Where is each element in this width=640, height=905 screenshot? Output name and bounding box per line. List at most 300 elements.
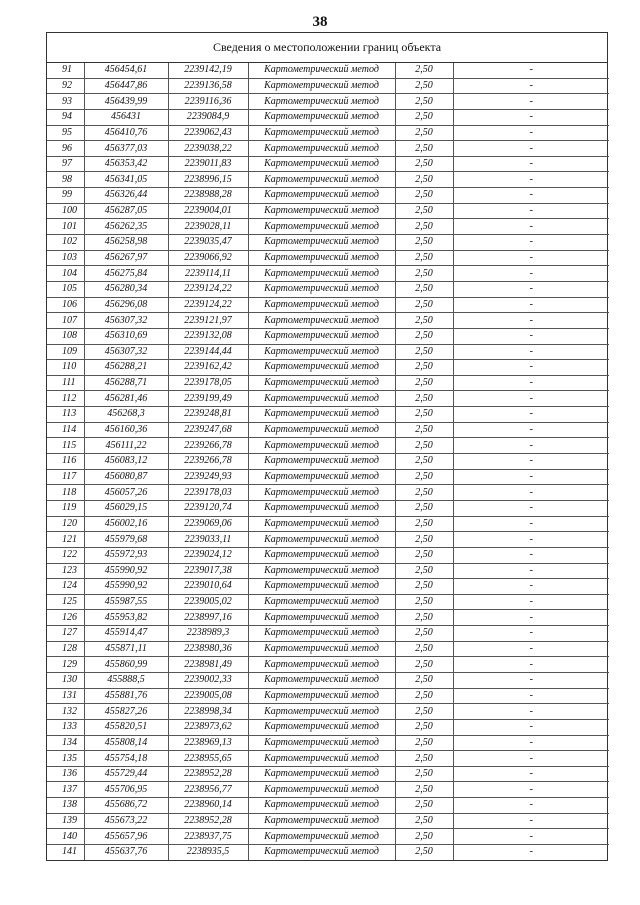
- method-cell: Картометрический метод: [248, 344, 395, 360]
- description-cell: -: [453, 594, 609, 610]
- accuracy-cell: 2,50: [395, 766, 453, 782]
- y-coordinate-cell: 2239162,42: [168, 360, 248, 376]
- accuracy-cell: 2,50: [395, 94, 453, 110]
- description-cell: -: [453, 125, 609, 141]
- y-coordinate-cell: 2239142,19: [168, 63, 248, 78]
- y-coordinate-cell: 2239178,03: [168, 485, 248, 501]
- point-number-cell: 106: [47, 297, 84, 313]
- x-coordinate-cell: 456353,42: [84, 156, 168, 172]
- description-cell: -: [453, 235, 609, 251]
- x-coordinate-cell: 455972,93: [84, 547, 168, 563]
- x-coordinate-cell: 455979,68: [84, 532, 168, 548]
- accuracy-cell: 2,50: [395, 845, 453, 860]
- y-coordinate-cell: 2238996,15: [168, 172, 248, 188]
- y-coordinate-cell: 2239178,05: [168, 375, 248, 391]
- description-cell: -: [453, 735, 609, 751]
- method-cell: Картометрический метод: [248, 672, 395, 688]
- accuracy-cell: 2,50: [395, 344, 453, 360]
- method-cell: Картометрический метод: [248, 281, 395, 297]
- y-coordinate-cell: 2238935,5: [168, 845, 248, 860]
- y-coordinate-cell: 2239010,64: [168, 579, 248, 595]
- method-cell: Картометрический метод: [248, 78, 395, 94]
- accuracy-cell: 2,50: [395, 626, 453, 642]
- point-number-cell: 102: [47, 235, 84, 251]
- description-cell: -: [453, 626, 609, 642]
- method-cell: Картометрический метод: [248, 813, 395, 829]
- table-row: [47, 172, 609, 188]
- y-coordinate-cell: 2239002,33: [168, 672, 248, 688]
- y-coordinate-cell: 2239035,47: [168, 235, 248, 251]
- x-coordinate-cell: 455706,95: [84, 782, 168, 798]
- table-row: [47, 735, 609, 751]
- accuracy-cell: 2,50: [395, 829, 453, 845]
- description-cell: -: [453, 704, 609, 720]
- x-coordinate-cell: 456326,44: [84, 188, 168, 204]
- x-coordinate-cell: 456307,32: [84, 313, 168, 329]
- y-coordinate-cell: 2239033,11: [168, 532, 248, 548]
- method-cell: Картометрический метод: [248, 219, 395, 235]
- table-row: [47, 610, 609, 626]
- page-number: 38: [312, 14, 328, 30]
- table-row: [47, 219, 609, 235]
- point-number-cell: 134: [47, 735, 84, 751]
- point-number-cell: 132: [47, 704, 84, 720]
- table-row: [47, 688, 609, 704]
- point-number-cell: 133: [47, 719, 84, 735]
- point-number-cell: 98: [47, 172, 84, 188]
- y-coordinate-cell: 2239028,11: [168, 219, 248, 235]
- accuracy-cell: 2,50: [395, 281, 453, 297]
- x-coordinate-cell: 456057,26: [84, 485, 168, 501]
- point-number-cell: 115: [47, 438, 84, 454]
- x-coordinate-cell: 455637,76: [84, 845, 168, 860]
- method-cell: Картометрический метод: [248, 125, 395, 141]
- x-coordinate-cell: 455888,5: [84, 672, 168, 688]
- accuracy-cell: 2,50: [395, 579, 453, 595]
- point-number-cell: 125: [47, 594, 84, 610]
- x-coordinate-cell: 455860,99: [84, 657, 168, 673]
- table-row: [47, 344, 609, 360]
- accuracy-cell: 2,50: [395, 751, 453, 767]
- accuracy-cell: 2,50: [395, 313, 453, 329]
- accuracy-cell: 2,50: [395, 188, 453, 204]
- table-row: [47, 63, 609, 78]
- point-number-cell: 129: [47, 657, 84, 673]
- table-row: [47, 313, 609, 329]
- description-cell: -: [453, 751, 609, 767]
- x-coordinate-cell: 455953,82: [84, 610, 168, 626]
- x-coordinate-cell: 455871,11: [84, 641, 168, 657]
- accuracy-cell: 2,50: [395, 297, 453, 313]
- x-coordinate-cell: 456267,97: [84, 250, 168, 266]
- y-coordinate-cell: 2238956,77: [168, 782, 248, 798]
- coordinates-table: [47, 63, 609, 860]
- description-cell: -: [453, 328, 609, 344]
- method-cell: Картометрический метод: [248, 751, 395, 767]
- point-number-cell: 103: [47, 250, 84, 266]
- x-coordinate-cell: 456447,86: [84, 78, 168, 94]
- description-cell: -: [453, 344, 609, 360]
- method-cell: Картометрический метод: [248, 94, 395, 110]
- y-coordinate-cell: 2239017,38: [168, 563, 248, 579]
- table-row: [47, 281, 609, 297]
- point-number-cell: 139: [47, 813, 84, 829]
- description-cell: -: [453, 172, 609, 188]
- point-number-cell: 119: [47, 500, 84, 516]
- description-cell: -: [453, 766, 609, 782]
- description-cell: -: [453, 438, 609, 454]
- description-cell: -: [453, 63, 609, 78]
- point-number-cell: 135: [47, 751, 84, 767]
- point-number-cell: 137: [47, 782, 84, 798]
- point-number-cell: 124: [47, 579, 84, 595]
- x-coordinate-cell: 456111,22: [84, 438, 168, 454]
- method-cell: Картометрический метод: [248, 407, 395, 423]
- description-cell: -: [453, 391, 609, 407]
- description-cell: -: [453, 672, 609, 688]
- point-number-cell: 138: [47, 798, 84, 814]
- x-coordinate-cell: 456431: [84, 109, 168, 125]
- method-cell: Картометрический метод: [248, 172, 395, 188]
- accuracy-cell: 2,50: [395, 688, 453, 704]
- point-number-cell: 140: [47, 829, 84, 845]
- accuracy-cell: 2,50: [395, 156, 453, 172]
- description-cell: -: [453, 532, 609, 548]
- y-coordinate-cell: 2238988,28: [168, 188, 248, 204]
- y-coordinate-cell: 2239124,22: [168, 281, 248, 297]
- accuracy-cell: 2,50: [395, 798, 453, 814]
- accuracy-cell: 2,50: [395, 375, 453, 391]
- point-number-cell: 122: [47, 547, 84, 563]
- point-number-cell: 101: [47, 219, 84, 235]
- x-coordinate-cell: 456377,03: [84, 141, 168, 157]
- x-coordinate-cell: 455808,14: [84, 735, 168, 751]
- x-coordinate-cell: 456288,21: [84, 360, 168, 376]
- point-number-cell: 112: [47, 391, 84, 407]
- description-cell: -: [453, 266, 609, 282]
- method-cell: Картометрический метод: [248, 313, 395, 329]
- description-cell: -: [453, 610, 609, 626]
- x-coordinate-cell: 456160,36: [84, 422, 168, 438]
- accuracy-cell: 2,50: [395, 704, 453, 720]
- table-row: [47, 829, 609, 845]
- point-number-cell: 123: [47, 563, 84, 579]
- point-number-cell: 136: [47, 766, 84, 782]
- point-number-cell: 121: [47, 532, 84, 548]
- method-cell: Картометрический метод: [248, 109, 395, 125]
- y-coordinate-cell: 2238973,62: [168, 719, 248, 735]
- coordinates-table-body: [47, 63, 609, 860]
- method-cell: Картометрический метод: [248, 563, 395, 579]
- accuracy-cell: 2,50: [395, 813, 453, 829]
- table-row: [47, 391, 609, 407]
- y-coordinate-cell: 2239011,83: [168, 156, 248, 172]
- description-cell: -: [453, 203, 609, 219]
- y-coordinate-cell: 2238981,49: [168, 657, 248, 673]
- description-cell: -: [453, 657, 609, 673]
- table-row: [47, 360, 609, 376]
- method-cell: Картометрический метод: [248, 829, 395, 845]
- point-number-cell: 104: [47, 266, 84, 282]
- point-number-cell: 91: [47, 63, 84, 78]
- description-cell: -: [453, 516, 609, 532]
- x-coordinate-cell: 455820,51: [84, 719, 168, 735]
- accuracy-cell: 2,50: [395, 719, 453, 735]
- point-number-cell: 97: [47, 156, 84, 172]
- description-cell: -: [453, 485, 609, 501]
- x-coordinate-cell: 455987,55: [84, 594, 168, 610]
- y-coordinate-cell: 2239249,93: [168, 469, 248, 485]
- method-cell: Картометрический метод: [248, 626, 395, 642]
- description-cell: -: [453, 782, 609, 798]
- description-cell: -: [453, 156, 609, 172]
- y-coordinate-cell: 2239121,97: [168, 313, 248, 329]
- y-coordinate-cell: 2238997,16: [168, 610, 248, 626]
- point-number-cell: 141: [47, 845, 84, 860]
- description-cell: -: [453, 547, 609, 563]
- x-coordinate-cell: 456275,84: [84, 266, 168, 282]
- accuracy-cell: 2,50: [395, 469, 453, 485]
- accuracy-cell: 2,50: [395, 63, 453, 78]
- description-cell: -: [453, 281, 609, 297]
- x-coordinate-cell: 456296,08: [84, 297, 168, 313]
- x-coordinate-cell: 456083,12: [84, 454, 168, 470]
- method-cell: Картометрический метод: [248, 328, 395, 344]
- x-coordinate-cell: 455729,44: [84, 766, 168, 782]
- y-coordinate-cell: 2238937,75: [168, 829, 248, 845]
- point-number-cell: 110: [47, 360, 84, 376]
- accuracy-cell: 2,50: [395, 547, 453, 563]
- description-cell: -: [453, 500, 609, 516]
- description-cell: -: [453, 813, 609, 829]
- y-coordinate-cell: 2239266,78: [168, 438, 248, 454]
- x-coordinate-cell: 456029,15: [84, 500, 168, 516]
- y-coordinate-cell: 2239084,9: [168, 109, 248, 125]
- point-number-cell: 100: [47, 203, 84, 219]
- accuracy-cell: 2,50: [395, 235, 453, 251]
- method-cell: Картометрический метод: [248, 657, 395, 673]
- accuracy-cell: 2,50: [395, 391, 453, 407]
- description-cell: -: [453, 141, 609, 157]
- x-coordinate-cell: 456258,98: [84, 235, 168, 251]
- method-cell: Картометрический метод: [248, 391, 395, 407]
- x-coordinate-cell: 455827,26: [84, 704, 168, 720]
- y-coordinate-cell: 2238955,65: [168, 751, 248, 767]
- point-number-cell: 126: [47, 610, 84, 626]
- x-coordinate-cell: 455914,47: [84, 626, 168, 642]
- table-row: [47, 516, 609, 532]
- accuracy-cell: 2,50: [395, 594, 453, 610]
- point-number-cell: 131: [47, 688, 84, 704]
- method-cell: Картометрический метод: [248, 250, 395, 266]
- accuracy-cell: 2,50: [395, 735, 453, 751]
- description-cell: -: [453, 688, 609, 704]
- method-cell: Картометрический метод: [248, 579, 395, 595]
- table-row: [47, 407, 609, 423]
- y-coordinate-cell: 2238998,34: [168, 704, 248, 720]
- table-row: [47, 203, 609, 219]
- table-title: Сведения о местоположении границ объекта: [47, 33, 607, 63]
- method-cell: Картометрический метод: [248, 297, 395, 313]
- point-number-cell: 107: [47, 313, 84, 329]
- x-coordinate-cell: 455990,92: [84, 579, 168, 595]
- y-coordinate-cell: 2239136,58: [168, 78, 248, 94]
- y-coordinate-cell: 2239004,01: [168, 203, 248, 219]
- point-number-cell: 117: [47, 469, 84, 485]
- accuracy-cell: 2,50: [395, 641, 453, 657]
- table-row: [47, 782, 609, 798]
- description-cell: -: [453, 375, 609, 391]
- method-cell: Картометрический метод: [248, 782, 395, 798]
- y-coordinate-cell: 2239066,92: [168, 250, 248, 266]
- accuracy-cell: 2,50: [395, 250, 453, 266]
- x-coordinate-cell: 456287,05: [84, 203, 168, 219]
- x-coordinate-cell: 456439,99: [84, 94, 168, 110]
- y-coordinate-cell: 2239132,08: [168, 328, 248, 344]
- description-cell: -: [453, 798, 609, 814]
- description-cell: -: [453, 579, 609, 595]
- y-coordinate-cell: 2239116,36: [168, 94, 248, 110]
- x-coordinate-cell: 456341,05: [84, 172, 168, 188]
- method-cell: Картометрический метод: [248, 766, 395, 782]
- accuracy-cell: 2,50: [395, 266, 453, 282]
- point-number-cell: 95: [47, 125, 84, 141]
- y-coordinate-cell: 2239120,74: [168, 500, 248, 516]
- x-coordinate-cell: 455881,76: [84, 688, 168, 704]
- description-cell: -: [453, 719, 609, 735]
- table-row: [47, 297, 609, 313]
- method-cell: Картометрический метод: [248, 704, 395, 720]
- method-cell: Картометрический метод: [248, 141, 395, 157]
- y-coordinate-cell: 2238989,3: [168, 626, 248, 642]
- method-cell: Картометрический метод: [248, 360, 395, 376]
- accuracy-cell: 2,50: [395, 485, 453, 501]
- x-coordinate-cell: 456307,32: [84, 344, 168, 360]
- table-row: [47, 547, 609, 563]
- method-cell: Картометрический метод: [248, 454, 395, 470]
- method-cell: Картометрический метод: [248, 500, 395, 516]
- description-cell: -: [453, 360, 609, 376]
- description-cell: -: [453, 78, 609, 94]
- point-number-cell: 93: [47, 94, 84, 110]
- y-coordinate-cell: 2239005,08: [168, 688, 248, 704]
- table-row: [47, 798, 609, 814]
- accuracy-cell: 2,50: [395, 422, 453, 438]
- description-cell: -: [453, 94, 609, 110]
- x-coordinate-cell: 455673,22: [84, 813, 168, 829]
- accuracy-cell: 2,50: [395, 172, 453, 188]
- table-row: [47, 766, 609, 782]
- method-cell: Картометрический метод: [248, 516, 395, 532]
- method-cell: Картометрический метод: [248, 156, 395, 172]
- table-row: [47, 532, 609, 548]
- table-row: [47, 594, 609, 610]
- y-coordinate-cell: 2239144,44: [168, 344, 248, 360]
- point-number-cell: 94: [47, 109, 84, 125]
- table-row: [47, 422, 609, 438]
- accuracy-cell: 2,50: [395, 203, 453, 219]
- accuracy-cell: 2,50: [395, 516, 453, 532]
- description-cell: -: [453, 250, 609, 266]
- table-row: [47, 626, 609, 642]
- description-cell: -: [453, 563, 609, 579]
- x-coordinate-cell: 455990,92: [84, 563, 168, 579]
- table-row: [47, 579, 609, 595]
- method-cell: Картометрический метод: [248, 485, 395, 501]
- accuracy-cell: 2,50: [395, 109, 453, 125]
- x-coordinate-cell: 456262,35: [84, 219, 168, 235]
- x-coordinate-cell: 456310,69: [84, 328, 168, 344]
- point-number-cell: 109: [47, 344, 84, 360]
- y-coordinate-cell: 2239248,81: [168, 407, 248, 423]
- description-cell: -: [453, 641, 609, 657]
- point-number-cell: 127: [47, 626, 84, 642]
- method-cell: Картометрический метод: [248, 688, 395, 704]
- x-coordinate-cell: 456454,61: [84, 63, 168, 78]
- table-row: [47, 266, 609, 282]
- table-row: [47, 485, 609, 501]
- description-cell: -: [453, 829, 609, 845]
- table-row: [47, 94, 609, 110]
- method-cell: Картометрический метод: [248, 547, 395, 563]
- method-cell: Картометрический метод: [248, 422, 395, 438]
- point-number-cell: 120: [47, 516, 84, 532]
- y-coordinate-cell: 2239005,02: [168, 594, 248, 610]
- table-row: [47, 235, 609, 251]
- accuracy-cell: 2,50: [395, 782, 453, 798]
- table-row: [47, 188, 609, 204]
- table-row: [47, 78, 609, 94]
- table-row: [47, 375, 609, 391]
- method-cell: Картометрический метод: [248, 188, 395, 204]
- x-coordinate-cell: 456281,46: [84, 391, 168, 407]
- table-row: [47, 438, 609, 454]
- table-row: [47, 328, 609, 344]
- y-coordinate-cell: 2238980,36: [168, 641, 248, 657]
- accuracy-cell: 2,50: [395, 219, 453, 235]
- table-row: [47, 156, 609, 172]
- y-coordinate-cell: 2239038,22: [168, 141, 248, 157]
- accuracy-cell: 2,50: [395, 125, 453, 141]
- accuracy-cell: 2,50: [395, 328, 453, 344]
- accuracy-cell: 2,50: [395, 657, 453, 673]
- description-cell: -: [453, 845, 609, 860]
- table-row: [47, 109, 609, 125]
- method-cell: Картометрический метод: [248, 375, 395, 391]
- y-coordinate-cell: 2239247,68: [168, 422, 248, 438]
- description-cell: -: [453, 188, 609, 204]
- accuracy-cell: 2,50: [395, 454, 453, 470]
- method-cell: Картометрический метод: [248, 63, 395, 78]
- accuracy-cell: 2,50: [395, 610, 453, 626]
- y-coordinate-cell: 2239124,22: [168, 297, 248, 313]
- y-coordinate-cell: 2239024,12: [168, 547, 248, 563]
- point-number-cell: 108: [47, 328, 84, 344]
- table-row: [47, 563, 609, 579]
- method-cell: Картометрический метод: [248, 469, 395, 485]
- table-row: [47, 813, 609, 829]
- method-cell: Картометрический метод: [248, 266, 395, 282]
- x-coordinate-cell: 456002,16: [84, 516, 168, 532]
- table-row: [47, 500, 609, 516]
- point-number-cell: 130: [47, 672, 84, 688]
- x-coordinate-cell: 456288,71: [84, 375, 168, 391]
- accuracy-cell: 2,50: [395, 438, 453, 454]
- y-coordinate-cell: 2239114,11: [168, 266, 248, 282]
- point-number-cell: 111: [47, 375, 84, 391]
- point-number-cell: 105: [47, 281, 84, 297]
- point-number-cell: 96: [47, 141, 84, 157]
